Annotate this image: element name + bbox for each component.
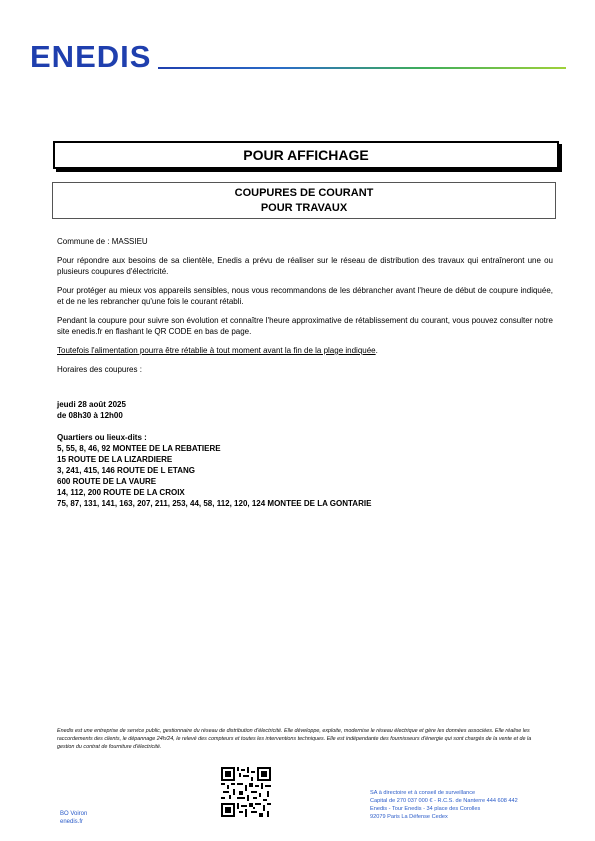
display-banner	[53, 141, 559, 169]
quartiers-list	[57, 443, 553, 509]
commune-value: MASSIEU	[111, 237, 148, 246]
paragraph-2: Pour protéger au mieux vos appareils sensibles, nous vous recommandons de les débrancher avant l'heure de début de coupure indiquée, et de ne les rebrancher qu'une fois le courant rétabli.	[57, 286, 553, 306]
legal-notice: Enedis est une entreprise de service public, gestionnaire du réseau de distribution d'électricité. Elle développe, exploite, modernise le réseau électrique et gère les données associées. Elle réalise les raccordements des clients, le dépannage 24h/24, le relevé des compteurs et toutes les interventions techniques. Elle est indépendante des fournisseurs d'énergie qui sont chargés de la vente et de la gestion du contrat de fourniture d'électricité.	[57, 728, 532, 750]
paragraph-3: Pendant la coupure pour suivre son évolution et connaître l'heure approximative de rétablissement du courant, vous pouvez consulter notre site enedis.fr en flashant le QR CODE en bas de page.	[57, 316, 553, 336]
footer-right	[370, 789, 518, 821]
subject-box	[52, 182, 556, 219]
restore-warning-end: .	[375, 346, 378, 355]
outage-date: jeudi 28 août 2025	[57, 400, 126, 409]
list-item: 600 ROUTE DE LA VAURE	[57, 477, 157, 486]
paragraph-1: Pour répondre aux besoins de sa clientèle, Enedis a prévu de réaliser sur le réseau de distribution des travaux qui entraîneront une ou plusieurs coupures d'électricité.	[57, 256, 553, 276]
quartiers-label: Quartiers ou lieux-dits :	[57, 433, 147, 442]
paragraph-4	[57, 345, 553, 356]
list-item: 3, 241, 415, 146 ROUTE DE L ETANG	[57, 466, 195, 475]
horaires-label: Horaires des coupures :	[57, 365, 142, 374]
outage-time: de 08h30 à 12h00	[57, 411, 123, 420]
restore-warning: Toutefois l'alimentation pourra être rétablie à tout moment avant la fin de la plage indiquée	[57, 346, 376, 355]
commune-label: Commune de :	[57, 237, 110, 246]
footer-office: BO Voiron	[60, 811, 88, 817]
enedis-logo	[30, 40, 154, 72]
subject-line-1: COUPURES DE COURANT	[234, 187, 374, 199]
footer-company-line-3: Enedis - Tour Enedis - 34 place des Corolles	[370, 806, 481, 812]
svg-text:ENEDIS: ENEDIS	[30, 40, 152, 72]
list-item: 14, 112, 200 ROUTE DE LA CROIX	[57, 488, 185, 497]
list-item: 5, 55, 8, 46, 92 MONTEE DE LA REBATIERE	[57, 444, 221, 453]
footer-website-link[interactable]: enedis.fr	[60, 819, 84, 825]
banner-title: POUR AFFICHAGE	[243, 147, 369, 163]
list-item: 15 ROUTE DE LA LIZARDIERE	[57, 455, 173, 464]
notice-content	[57, 236, 553, 509]
subject-line-2: POUR TRAVAUX	[260, 202, 348, 214]
qr-code-icon[interactable]	[221, 767, 271, 817]
footer-company-line-1: SA à directoire et à conseil de surveillance	[370, 790, 476, 796]
header-gradient-line	[158, 67, 566, 69]
commune-line	[57, 236, 553, 247]
footer-company-line-4: 92079 Paris La Défense Cedex	[370, 814, 448, 820]
list-item: 75, 87, 131, 141, 163, 207, 211, 253, 44, 58, 112, 120, 124 MONTEE DE LA GONTARIE	[57, 499, 372, 508]
footer-company-line-2: Capital de 270 037 000 € - R.C.S. de Nanterre 444 608 442	[370, 798, 518, 804]
footer-left	[60, 810, 87, 826]
